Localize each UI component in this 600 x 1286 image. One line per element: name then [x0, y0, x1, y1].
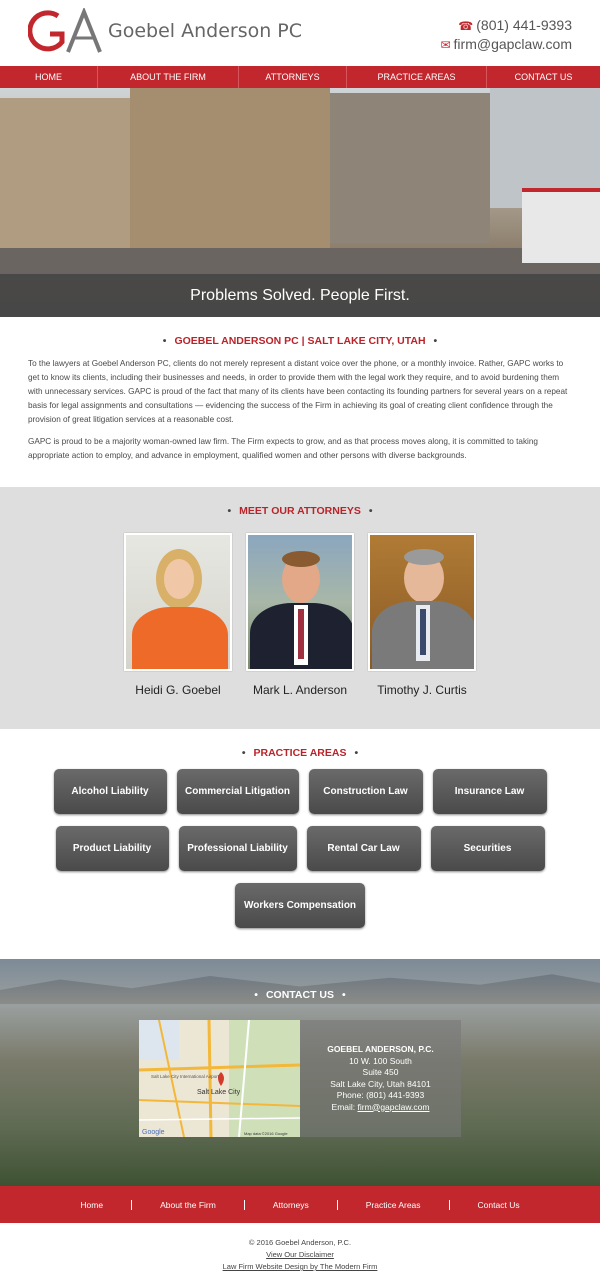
footer-nav-about[interactable]: About the Firm — [132, 1200, 245, 1210]
practice-row — [0, 883, 600, 928]
practice-area-button[interactable]: Professional Liability — [179, 826, 297, 871]
practice-area-button[interactable]: Alcohol Liability — [54, 769, 167, 814]
bullet-icon: • — [241, 747, 246, 759]
bullet-icon: • — [162, 335, 167, 347]
practice-area-button[interactable]: Rental Car Law — [307, 826, 421, 871]
nav-home[interactable]: HOME — [0, 66, 98, 88]
address-email-label: Email: — [331, 1101, 356, 1112]
practice-row — [0, 826, 600, 871]
header-email[interactable]: ✉ firm@gapclaw.com — [440, 36, 572, 52]
about-paragraph-1: To the lawyers at Goebel Anderson PC, clients do not merely represent a distant voice over the phone, or a monthly invoice. Rather, GAPC works to get to know its clients, including their businesses and needs, in order to provide them with the legal work they require, and to avoid burdening them with unnecessary services. GAPC is proud of the fact that many of its clients have been contacting its founding partners for several years on a repeat basis for legal assignments and consultations — evidencing the success of the Firm in achieving its goal of creating client confidence through the provision of great litigation services at a reasonable cost. — [28, 359, 568, 424]
header-contact — [440, 16, 572, 54]
practice-area-button[interactable]: Commercial Litigation — [177, 769, 299, 814]
photo-hair — [282, 551, 320, 567]
practice-area-button[interactable]: Securities — [431, 826, 545, 871]
contact-section — [0, 959, 600, 1186]
map-airport-label: Salt Lake City International Airport — [151, 1074, 220, 1079]
practice-area-button[interactable]: Construction Law — [309, 769, 423, 814]
envelope-icon: ✉ — [440, 38, 451, 52]
bullet-icon: • — [368, 505, 373, 517]
footer-nav — [0, 1186, 600, 1223]
site-header — [0, 0, 600, 66]
hero-building-main — [130, 88, 330, 253]
practice-area-button[interactable]: Insurance Law — [433, 769, 547, 814]
attorneys-section — [0, 487, 600, 729]
nav-attorneys[interactable]: ATTORNEYS — [239, 66, 347, 88]
practice-area-button[interactable]: Product Liability — [56, 826, 169, 871]
location-map[interactable] — [139, 1020, 300, 1137]
attorney-list — [0, 533, 600, 697]
photo-face — [164, 559, 194, 599]
attorney-card[interactable] — [246, 533, 354, 697]
nav-practice-areas[interactable]: PRACTICE AREAS — [347, 66, 487, 88]
bullet-icon: • — [433, 335, 438, 347]
hero-train — [522, 188, 600, 263]
practice-row — [0, 769, 600, 814]
practice-areas-section — [0, 729, 600, 959]
phone-icon: ☎ — [458, 19, 474, 33]
about-paragraph-2: GAPC is proud to be a majority woman-owned law firm. The Firm expects to grow, and as that process moves along, it is committed to taking appropriate action to employ, and advance in employment, qualified women and other persons with diverse backgrounds. — [28, 437, 538, 460]
firm-name[interactable]: Goebel Anderson PC — [108, 20, 303, 42]
attorney-name[interactable]: Mark L. Anderson — [252, 683, 348, 697]
site-footer — [0, 1223, 600, 1275]
about-section — [0, 317, 600, 487]
hero-banner — [0, 88, 600, 317]
footer-nav-attorneys[interactable]: Attorneys — [245, 1200, 338, 1210]
practice-area-button[interactable]: Workers Compensation — [235, 883, 365, 928]
address-email-row — [300, 1102, 461, 1114]
nav-contact[interactable]: CONTACT US — [514, 72, 573, 82]
attorney-name[interactable]: Timothy J. Curtis — [377, 683, 467, 697]
map-city-label: Salt Lake City — [197, 1089, 241, 1096]
map-graphic — [139, 1020, 300, 1137]
attorney-card[interactable] — [368, 533, 476, 697]
hero-tagline-band — [0, 274, 600, 317]
practice-areas-title: • PRACTICE AREAS • — [241, 747, 359, 759]
hero-tagline: Problems Solved. People First. — [190, 286, 410, 304]
bullet-icon: • — [254, 989, 258, 1001]
nav-about[interactable]: ABOUT THE FIRM — [98, 66, 239, 88]
bullet-icon: • — [342, 989, 346, 1001]
header-phone[interactable]: ☎ (801) 441-9393 — [458, 17, 572, 33]
attorneys-title: • MEET OUR ATTORNEYS • — [227, 505, 373, 517]
address-email-link[interactable]: firm@gapclaw.com — [357, 1101, 430, 1112]
photo-hair — [404, 549, 444, 565]
hero-building-left — [0, 98, 140, 248]
attorney-card[interactable] — [124, 533, 232, 697]
map-credit: Map data ©2016 Google — [244, 1131, 288, 1136]
address-firm: GOEBEL ANDERSON, P.C. — [327, 1044, 434, 1054]
attorney-photo[interactable] — [124, 533, 232, 671]
bullet-icon: • — [354, 747, 359, 759]
address-street: 10 W. 100 South — [349, 1055, 412, 1066]
address-card — [300, 1020, 461, 1137]
attorney-photo[interactable] — [246, 533, 354, 671]
attorney-photo[interactable] — [368, 533, 476, 671]
about-title: • GOEBEL ANDERSON PC | SALT LAKE CITY, UTAH • — [162, 335, 438, 347]
main-nav — [0, 66, 600, 88]
photo-body — [132, 607, 228, 671]
disclaimer-link[interactable]: View Our Disclaimer — [266, 1250, 334, 1259]
hero-building-right — [330, 93, 490, 243]
contact-title: • CONTACT US • — [254, 989, 346, 1001]
photo-tie — [298, 609, 304, 659]
attorney-name[interactable]: Heidi G. Goebel — [135, 683, 221, 697]
photo-tie — [420, 609, 426, 655]
footer-nav-practice-areas[interactable]: Practice Areas — [338, 1200, 450, 1210]
address-suite: Suite 450 — [362, 1067, 399, 1077]
designer-credit-link[interactable]: Law Firm Website Design by The Modern Firm — [222, 1262, 378, 1271]
map-google-logo: Google — [142, 1129, 165, 1136]
address-phone[interactable]: Phone: (801) 441-9393 — [336, 1090, 425, 1100]
footer-nav-home[interactable]: Home — [52, 1200, 132, 1210]
footer-nav-contact[interactable]: Contact Us — [477, 1199, 520, 1210]
copyright: © 2016 Goebel Anderson, P.C. — [248, 1238, 352, 1247]
firm-logo[interactable] — [28, 8, 108, 56]
bullet-icon: • — [227, 505, 232, 517]
address-city: Salt Lake City, Utah 84101 — [330, 1078, 431, 1089]
